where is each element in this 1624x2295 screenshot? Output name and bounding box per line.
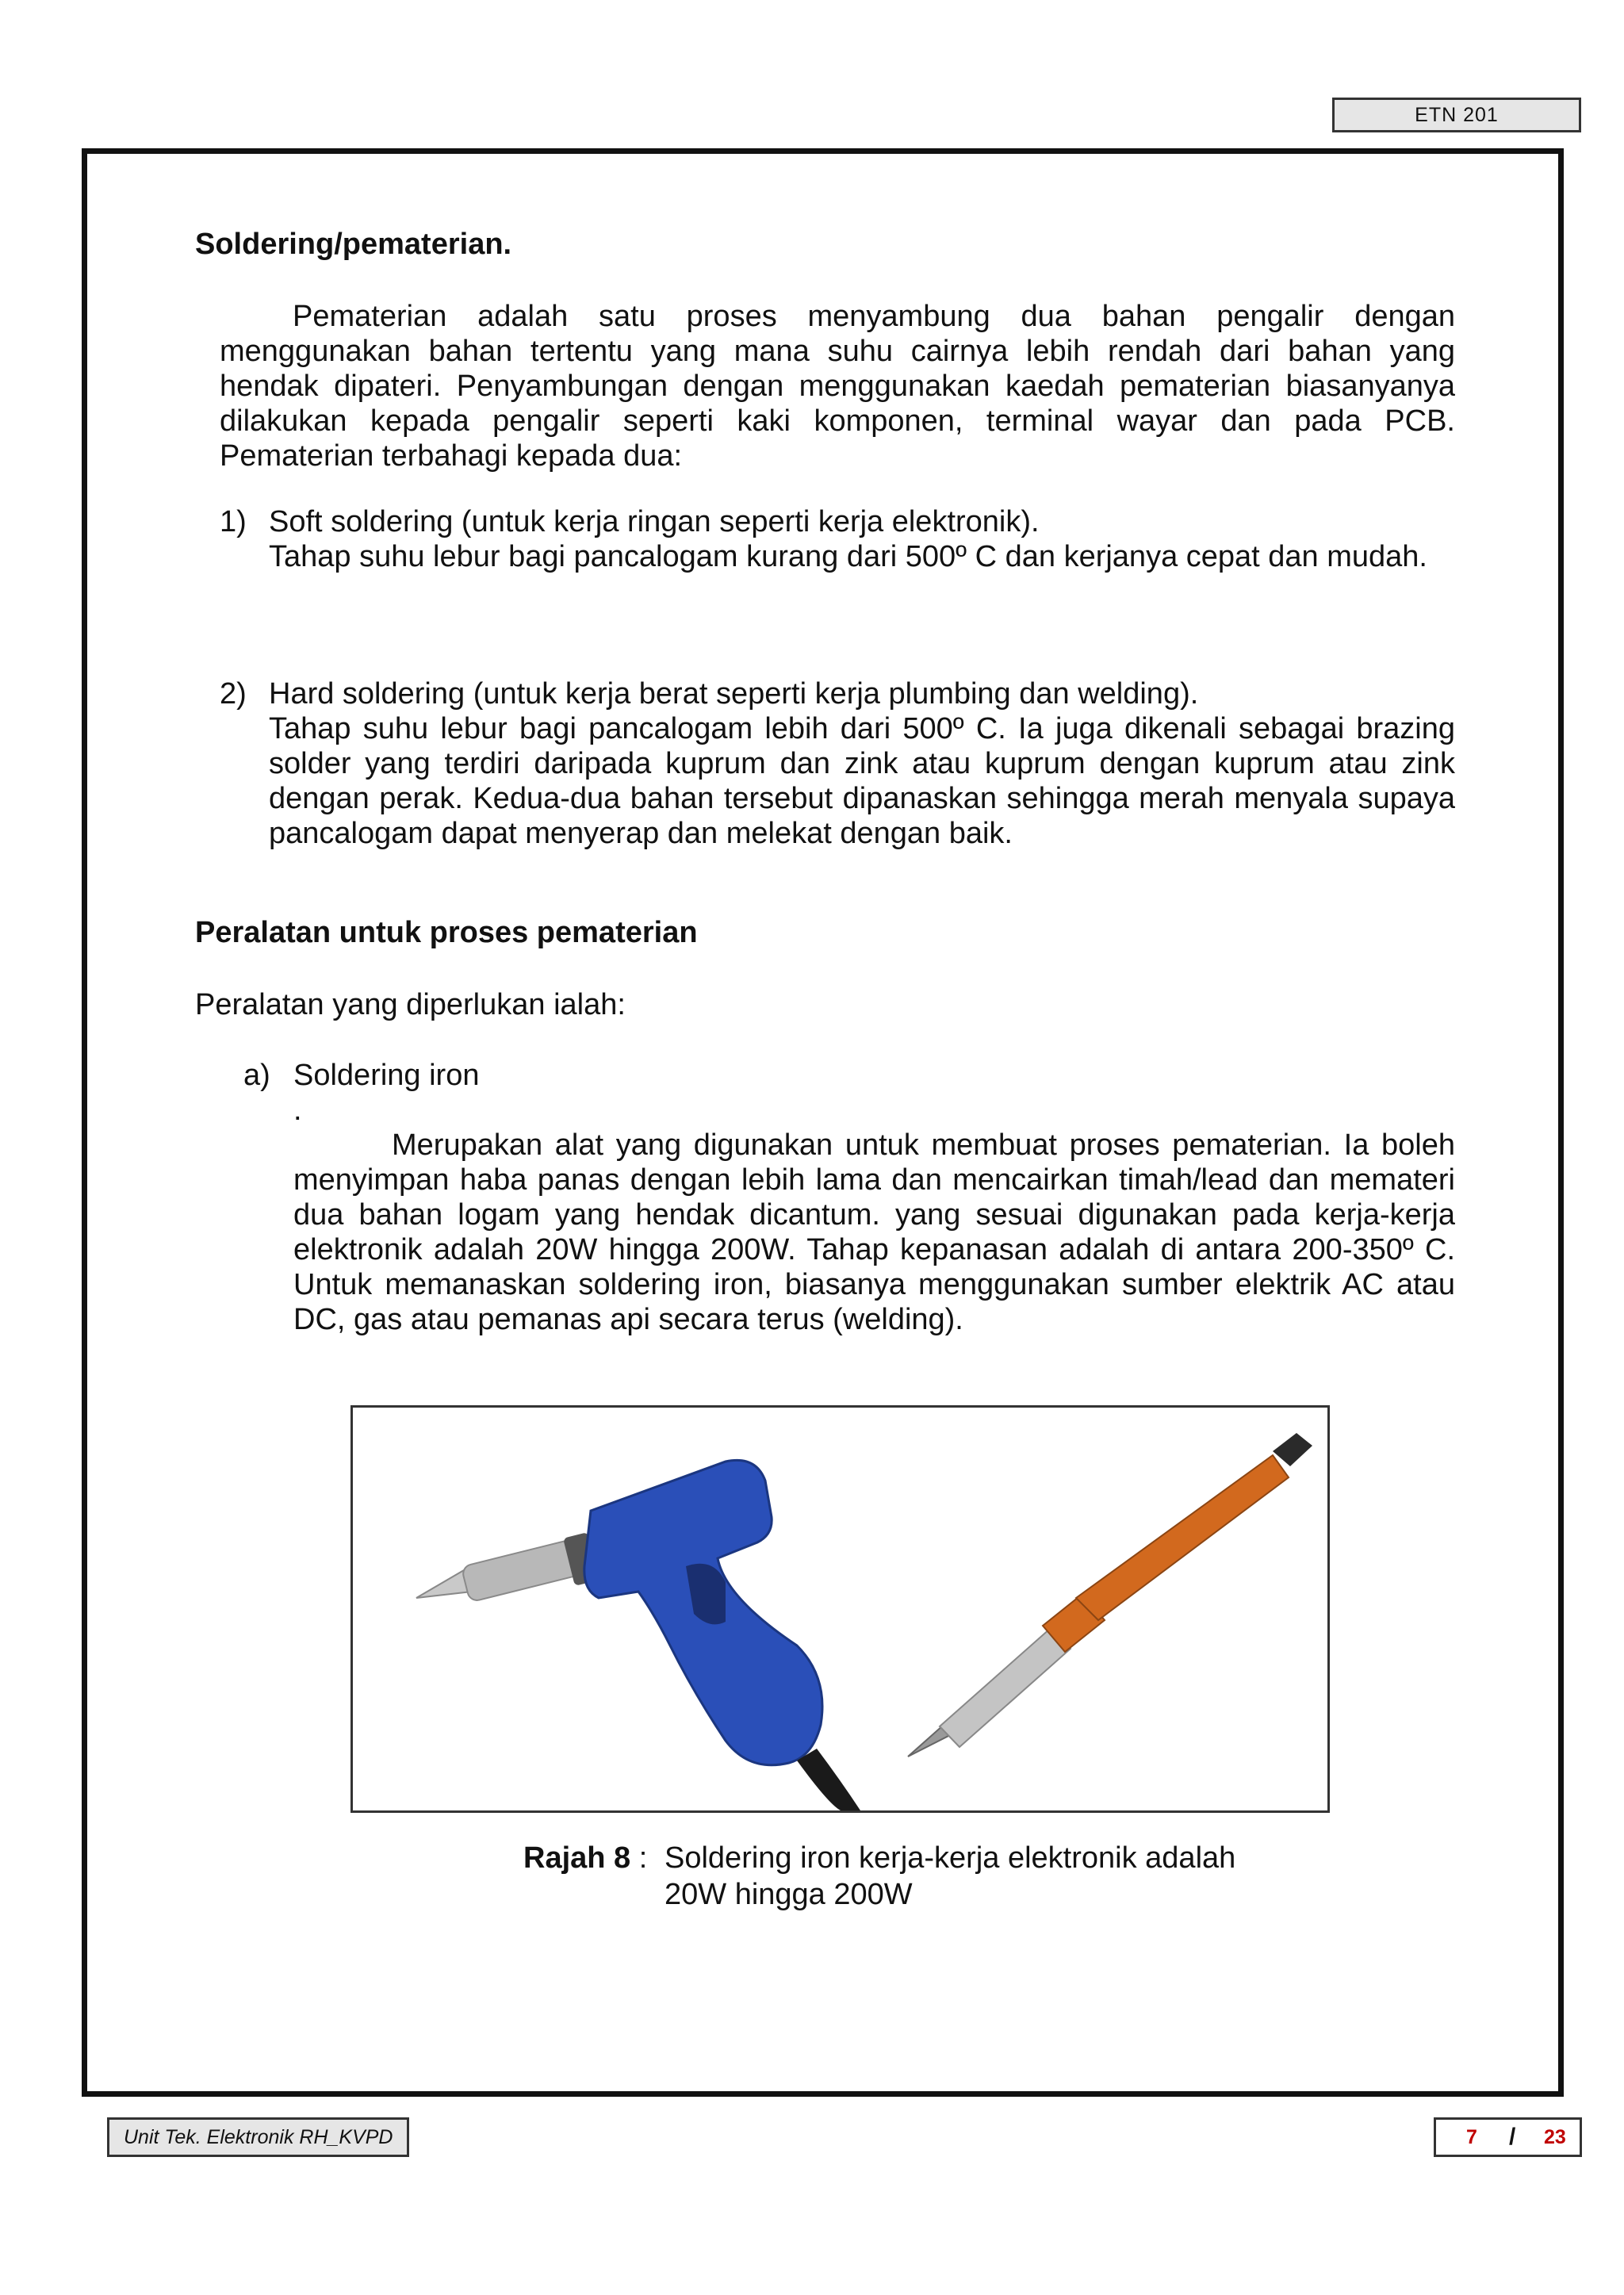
page-separator: / [1509, 2124, 1516, 2150]
soldering-gun-image [416, 1460, 860, 1810]
iron-handle [1076, 1455, 1289, 1620]
pencil-iron-image [908, 1433, 1312, 1757]
soldering-iron-title: Soldering iron [293, 1059, 480, 1092]
intro-paragraph: Pematerian adalah satu proses menyambung dua bahan pengalir dengan menggunakan bahan tertentu yang mana suhu cairnya lebih rendah dari bahan yang hendak dipateri. Penyambungan dengan menggunakan kaedah pematerian biasanyanya dilakukan kepada pengalir seperti kaki komponen, terminal wayar dan pada PCB. Pematerian terbahagi kepada dua: [220, 300, 1455, 473]
hard-soldering-detail: Tahap suhu lebur bagi pancalogam lebih dari 500º C. Ia juga dikenali sebagai brazing solder yang terdiri daripada kuprum dan zink atau kuprum dengan kuprum atau zink dengan perak. Kedua-dua bahan tersebut dipanaskan sehingga merah menyala supaya pancalogam dapat menyerap dan melekat dengan baik. [269, 712, 1455, 850]
stray-dot: . [293, 1094, 302, 1127]
page-number-box [1434, 2117, 1582, 2157]
equipment-intro: Peralatan yang diperlukan ialah: [195, 988, 626, 1021]
figure-label: Rajah 8 : [523, 1841, 648, 1875]
iron-cable-end [1273, 1433, 1312, 1466]
footer-unit: Unit Tek. Elektronik RH_KVPD [107, 2117, 409, 2157]
gun-cable [797, 1749, 860, 1810]
list-number-1: 1) [220, 505, 247, 538]
soft-soldering-title: Soft soldering (untuk kerja ringan seperti kerja elektronik). [269, 505, 1040, 538]
total-pages: 23 [1544, 2126, 1566, 2148]
soldering-irons-illustration [353, 1408, 1327, 1810]
figure-caption: Soldering iron kerja-kerja elektronik adalah 20W hingga 200W [665, 1841, 1236, 1911]
section-heading-equipment: Peralatan untuk proses pematerian [195, 916, 698, 949]
list-number-2: 2) [220, 677, 247, 711]
soldering-iron-description: Merupakan alat yang digunakan untuk membuat proses pematerian. Ia boleh menyimpan haba panas dengan lebih lama dan mencairkan timah/lead dan memateri dua bahan logam yang hendak dicantum. yang sesuai digunakan pada kerja-kerja elektronik adalah 20W hingga 200W. Tahap kepanasan adalah di antara 200-350º C. Untuk memanaskan soldering iron, biasanya menggunakan sumber elektrik AC atau DC, gas atau pemanas api secara terus (welding). [293, 1128, 1455, 1336]
iron-shaft [940, 1628, 1071, 1747]
document-code-box: ETN 201 [1332, 98, 1581, 132]
figure-soldering-irons [350, 1405, 1330, 1813]
hard-soldering-title: Hard soldering (untuk kerja berat seperti kerja plumbing dan welding). [269, 677, 1199, 711]
current-page: 7 [1466, 2126, 1477, 2148]
soft-soldering-detail: Tahap suhu lebur bagi pancalogam kurang dari 500º C dan kerjanya cepat dan mudah. [269, 540, 1427, 573]
list-letter-a: a) [243, 1059, 270, 1092]
section-heading-soldering: Soldering/pematerian. [195, 228, 512, 261]
